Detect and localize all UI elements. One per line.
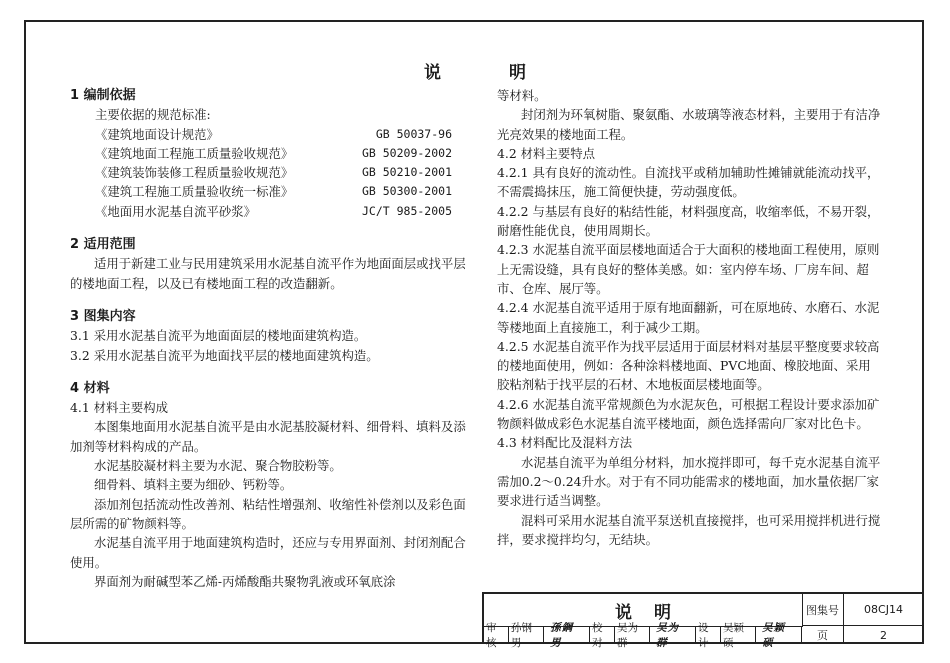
paragraph: 等材料。 [497,88,547,103]
section-4-2-heading: 4.2 材料主要特点 [497,145,595,161]
standard-code: GB 50210-2001 [361,165,452,180]
reviewer-name: 孙钢男 [509,626,544,644]
standard-row [70,202,470,221]
standard-row [70,182,470,201]
paragraph: 封闭剂为环氧树脂、聚氨酯、水玻璃等液态材料，主要用于有洁净光亮效果的楼地面工程。 [497,107,881,142]
paragraph: 添加剂包括流动性改善剂、粘结性增强剂、收缩性补偿剂以及彩色面层所需的矿物颜料等。 [70,496,466,531]
title-block [482,592,924,649]
right-column [497,86,883,549]
designer-signature: 吴颖硕 [762,622,786,649]
standard-row [70,125,470,144]
standard-code: JC/T 985-2005 [361,203,452,218]
section-4-3-heading: 4.3 材料配比及混料方法 [497,435,633,451]
standard-code: GB 50209-2002 [361,145,452,160]
section-1-heading: 1 编制依据 [70,88,136,103]
check-label: 校对 [590,626,615,644]
review-label: 审核 [484,626,509,644]
design-label: 设计 [696,626,721,644]
paragraph: 混料可采用水泥基自流平泵送机直接搅拌，也可采用搅拌机进行搅拌，要求搅拌均匀，无结块。 [497,512,881,547]
section-2-heading: 2 适用范围 [70,237,136,253]
paragraph: 界面剂为耐碱型苯乙烯-丙烯酸酯共聚物乳液或环氧底涂 [94,573,396,589]
section-3-item-2: 3.2 采用水泥基自流平为地面找平层的楼地面建筑构造。 [70,347,379,363]
page-number: 2 [844,626,924,644]
item-4-2-1: 4.2.1 具有良好的流动性。自流找平或稍加辅助性摊铺就能流动找平，不需震捣抹压，施工简便快捷，劳动强度低。 [497,165,880,200]
left-column [70,86,470,591]
section-3-item-1: 3.1 采用水泥基自流平为地面面层的楼地面建筑构造。 [70,328,367,344]
item-4-2-5: 4.2.5 水泥基自流平作为找平层适用于面层材料对基层平整度要求较高的楼地面使用，例如：各种涂料楼地面、PVC地面、橡胶地面、采用胶粘剂粘于找平层的石材、木地板面层楼地面等。 [497,338,880,393]
standard-row [70,144,470,163]
paragraph: 细骨料、填料主要为细砂、钙粉等。 [94,477,293,493]
atlas-number-label: 图集号 [802,594,844,626]
standard-name: 《地面用水泥基自流平砂浆》 [95,203,257,219]
signature-row [484,622,802,649]
paragraph: 水泥基自流平为单组分材料，加水搅拌即可，每千克水泥基自流平需加0.2～0.24升水。对于有不同功能需求的楼地面，加水量依据厂家要求进行适当调整。 [497,454,881,509]
atlas-number: 08CJ14 [844,594,924,626]
standard-name: 《建筑地面工程施工质量验收规范》 [95,145,294,161]
section-1-intro: 主要依据的规范标准: [95,107,211,123]
standard-name: 《建筑装饰装修工程质量验收规范》 [95,165,294,181]
paragraph: 水泥基自流平用于地面建筑构造时，还应与专用界面剂、封闭剂配合使用。 [70,535,466,570]
item-4-2-6: 4.2.6 水泥基自流平常规颜色为水泥灰色，可根据工程设计要求添加矿物颜料做成彩色水泥基自流平楼地面，颜色选择需向厂家对比色卡。 [497,396,880,432]
standard-name: 《建筑地面设计规范》 [95,126,219,142]
page-label: 页 [802,626,844,644]
title-block-title: 说明 [484,594,803,627]
standard-code: GB 50300-2001 [361,184,452,199]
standard-row [70,163,470,182]
item-4-2-4: 4.2.4 水泥基自流平适用于原有地面翻新，可在原地砖、水磨石、水泥等楼地面上直接施工，利于减少工期。 [497,300,880,335]
standard-name: 《建筑工程施工质量验收统一标准》 [95,184,294,200]
paragraph: 水泥基胶凝材料主要为水泥、聚合物胶粉等。 [94,458,342,474]
reviewer-signature: 孫鋼男 [544,626,590,644]
designer-name: 吴颖硕 [721,626,756,644]
page-title: 说明 [424,63,594,83]
checker-name: 吴为群 [615,626,650,644]
section-4-heading: 4 材料 [70,380,110,396]
item-4-2-2: 4.2.2 与基层有良好的粘结性能，材料强度高，收缩率低，不易开裂，耐磨性能优良，使用周期长。 [497,203,880,239]
paragraph: 本图集地面用水泥基自流平是由水泥基胶凝材料、细骨料、填料及添加剂等材料构成的产品。 [70,419,466,454]
section-4-1-heading: 4.1 材料主要构成 [70,400,168,416]
checker-signature: 吴为群 [650,626,696,644]
section-2-text: 适用于新建工业与民用建筑采用水泥基自流平作为地面面层或找平层的楼地面工程，以及已有楼地面工程的改造翻新。 [70,256,466,291]
item-4-2-3: 4.2.3 水泥基自流平面层楼地面适合于大面积的楼地面工程使用，原则上无需设缝，具有良好的整体美感。如：室内停车场、厂房车间、超市、仓库、展厅等。 [497,242,880,296]
standard-code: GB 50037-96 [375,126,452,141]
section-3-heading: 3 图集内容 [70,308,136,324]
